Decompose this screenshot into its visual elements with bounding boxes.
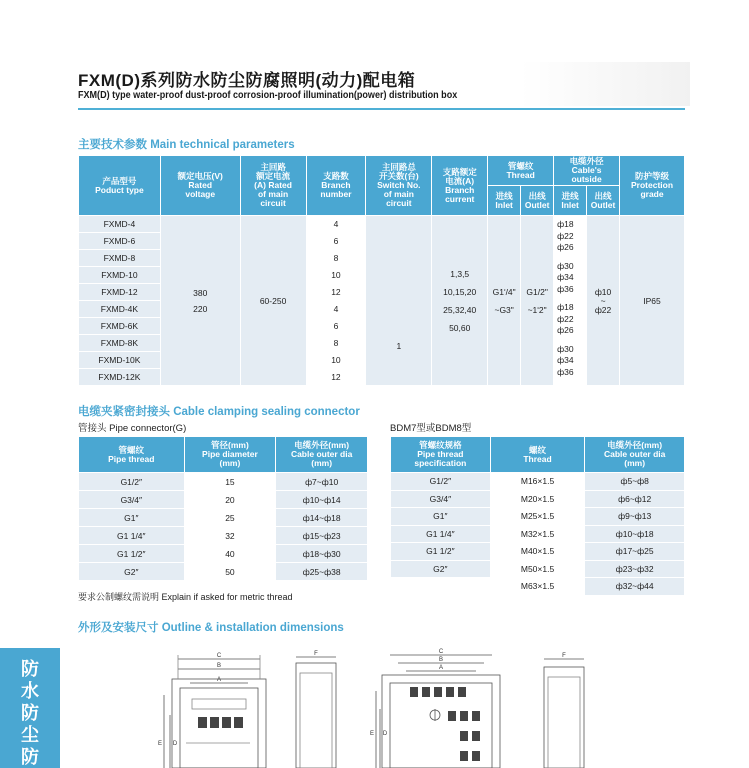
- pipe-diameter: 20: [184, 491, 276, 509]
- outline-heading: 外形及安装尺寸 Outline & installation dimensions: [78, 622, 344, 634]
- breaker-icon: [472, 731, 480, 741]
- bdm-cable-dia: ф10~ф18: [585, 525, 685, 543]
- metric-thread: M20×1.5: [490, 490, 585, 508]
- cable-dia: ф18~ф30: [276, 545, 368, 563]
- row-model: FXMD-12K: [79, 369, 161, 386]
- dim-label-f: F: [314, 651, 318, 657]
- row-branch: 6: [306, 233, 366, 250]
- row-branch: 6: [306, 318, 366, 335]
- pipe-connector-table: [78, 436, 368, 581]
- title-divider: [78, 108, 685, 110]
- dim-label-d-right: D: [382, 731, 388, 737]
- breaker-icon: [460, 711, 468, 721]
- row-branch: 12: [306, 284, 366, 301]
- row-branch: 12: [306, 369, 366, 386]
- breaker-icon: [422, 687, 430, 697]
- header-bdm-cable-dia: 电缆外径(mm) Cable outer dia (mm): [585, 437, 685, 473]
- header-thread-spec: 管螺纹规格 Pipe thread specification: [391, 437, 491, 473]
- breaker-icon: [198, 717, 207, 728]
- pipe-diameter: 15: [184, 473, 276, 491]
- box-side-left: [296, 663, 336, 768]
- pipe-diameter: 50: [184, 563, 276, 581]
- switch-cell: 1: [366, 216, 432, 386]
- breaker-icon: [210, 717, 219, 728]
- pipe-thread: G1/2″: [79, 473, 185, 491]
- metric-thread: M50×1.5: [490, 560, 585, 578]
- header-pipe-thread: 管螺纹 Pipe thread: [79, 437, 185, 473]
- breaker-icon: [472, 751, 480, 761]
- pipe-diameter: 32: [184, 527, 276, 545]
- row-model: FXMD-6: [79, 233, 161, 250]
- main-current-cell: 60-250: [240, 216, 306, 386]
- breaker-icon: [460, 751, 468, 761]
- breaker-icons: [198, 687, 480, 761]
- outline-drawing: [150, 645, 710, 768]
- row-model: FXMD-10: [79, 267, 161, 284]
- breaker-icon: [234, 717, 243, 728]
- thread-spec: G1″: [391, 508, 491, 526]
- side-char: 防: [21, 747, 39, 767]
- header-cable-inlet: 进线 Inlet: [554, 186, 587, 216]
- dim-label-f-right: F: [562, 653, 566, 659]
- voltage-cell: 380 220: [160, 216, 240, 386]
- bdm-table: [390, 436, 685, 596]
- header-branch-number: 支路数 Branch number: [306, 156, 366, 216]
- branch-current-cell: 1,3,5 10,15,20 25,32,40 50,60: [432, 216, 488, 386]
- side-char: 防: [21, 659, 39, 679]
- dim-label-e-right: E: [369, 731, 375, 737]
- pipe-thread: G3/4″: [79, 491, 185, 509]
- header-cable-dia: 电缆外径(mm) Cable outer dia (mm): [276, 437, 368, 473]
- main-params-heading: 主要技术参数 Main technical parameters: [78, 139, 295, 151]
- cable-inlet-cell: ф18 ф22 ф26 ф30 ф34 ф36 ф18 ф22 ф26 ф30 ф34 ф36: [554, 216, 587, 386]
- pipe-connector-subheading: 管接头 Pipe connector(G): [78, 423, 187, 434]
- thread-spec: G1/2″: [391, 473, 491, 491]
- side-char: 尘: [21, 725, 39, 745]
- header-thread-outlet: 出线 Outlet: [521, 186, 554, 216]
- row-model: FXMD-4K: [79, 301, 161, 318]
- header-thread-inlet: 进线 Inlet: [488, 186, 521, 216]
- cable-outlet-cell: ф10 ~ ф22: [587, 216, 620, 386]
- box-side-right: [544, 667, 584, 768]
- header-switch-no: 主回路总 开关数(台) Switch No. of main circuit: [366, 156, 432, 216]
- metric-thread-note: 要求公制螺纹需说明 Explain if asked for metric thread: [78, 592, 293, 602]
- thread-spec: [391, 578, 491, 596]
- dim-label-c-right: C: [438, 649, 444, 655]
- row-branch: 10: [306, 352, 366, 369]
- cable-dia: ф10~ф14: [276, 491, 368, 509]
- thread-spec: G2″: [391, 560, 491, 578]
- metric-thread: M32×1.5: [490, 525, 585, 543]
- metric-thread: M40×1.5: [490, 543, 585, 561]
- row-model: FXMD-8K: [79, 335, 161, 352]
- header-thread: 管螺纹 Thread: [488, 156, 554, 186]
- row-branch: 8: [306, 250, 366, 267]
- side-char: 防: [21, 703, 39, 723]
- pipe-thread: G1 1/4″: [79, 527, 185, 545]
- breaker-icon: [446, 687, 454, 697]
- breaker-icon: [434, 687, 442, 697]
- thread-spec: G1 1/2″: [391, 543, 491, 561]
- page-title: FXM(D)系列防水防尘防腐照明(动力)配电箱: [78, 71, 416, 90]
- metric-thread: M63×1.5: [490, 578, 585, 596]
- pipe-diameter: 40: [184, 545, 276, 563]
- header-protection: 防护等级 Protection grade: [620, 156, 685, 216]
- header-metric-thread: 螺纹 Thread: [490, 437, 585, 473]
- breaker-icon: [472, 711, 480, 721]
- bdm-cable-dia: ф17~ф25: [585, 543, 685, 561]
- pipe-diameter: 25: [184, 509, 276, 527]
- header-voltage: 额定电压(V) Rated voltage: [160, 156, 240, 216]
- header-cable: 电缆外径 Cable's outside: [554, 156, 620, 186]
- pipe-thread: G1 1/2″: [79, 545, 185, 563]
- header-cable-outlet: 出线 Outlet: [587, 186, 620, 216]
- bdm-cable-dia: ф6~ф12: [585, 490, 685, 508]
- bdm-cable-dia: ф5~ф8: [585, 473, 685, 491]
- row-model: FXMD-4: [79, 216, 161, 233]
- side-char: 水: [21, 681, 39, 701]
- page-subtitle: FXM(D) type water-proof dust-proof corrosion-proof illumination(power) distribution box: [78, 89, 458, 101]
- dim-label-a-right: A: [438, 665, 444, 671]
- clamping-heading: 电缆夹紧密封接头 Cable clamping sealing connector: [78, 406, 360, 418]
- protection-cell: IP65: [620, 216, 685, 386]
- breaker-icon: [460, 731, 468, 741]
- header-model: 产品型号 Poduct type: [79, 156, 161, 216]
- dim-label-a: A: [216, 677, 222, 683]
- breaker-icon: [458, 687, 466, 697]
- row-branch: 8: [306, 335, 366, 352]
- thread-outlet-cell: G1/2" ~1ʹ2": [521, 216, 554, 386]
- header-branch-current: 支路额定 电流(A) Branch current: [432, 156, 488, 216]
- dim-label-d: D: [172, 741, 178, 747]
- breaker-icon: [448, 711, 456, 721]
- thread-inlet-cell: G1ʹ/4" ~G3": [488, 216, 521, 386]
- bdm-subheading: BDM7型或BDM8型: [390, 423, 472, 434]
- cable-dia: ф15~ф23: [276, 527, 368, 545]
- header-pipe-diameter: 管径(mm) Pipe diameter (mm): [184, 437, 276, 473]
- row-model: FXMD-8: [79, 250, 161, 267]
- metric-thread: M16×1.5: [490, 473, 585, 491]
- side-category-tab: [0, 648, 60, 768]
- row-model: FXMD-12: [79, 284, 161, 301]
- row-branch: 4: [306, 216, 366, 233]
- busbar-left: [192, 699, 246, 709]
- bdm-cable-dia: ф9~ф13: [585, 508, 685, 526]
- bdm-cable-dia: ф23~ф32: [585, 560, 685, 578]
- breaker-icon: [410, 687, 418, 697]
- row-branch: 10: [306, 267, 366, 284]
- row-model: FXMD-6K: [79, 318, 161, 335]
- main-params-table: [78, 155, 685, 386]
- cable-dia: ф25~ф38: [276, 563, 368, 581]
- thread-spec: G1 1/4″: [391, 525, 491, 543]
- cable-dia: ф7~ф10: [276, 473, 368, 491]
- dim-label-b-right: B: [438, 657, 444, 663]
- pipe-thread: G1″: [79, 509, 185, 527]
- dim-label-b: B: [216, 663, 222, 669]
- dim-label-e: E: [157, 741, 163, 747]
- breaker-icon: [222, 717, 231, 728]
- title-background: [520, 62, 690, 106]
- row-model: FXMD-10K: [79, 352, 161, 369]
- metric-thread: M25×1.5: [490, 508, 585, 526]
- thread-spec: G3/4″: [391, 490, 491, 508]
- bdm-cable-dia: ф32~ф44: [585, 578, 685, 596]
- cable-dia: ф14~ф18: [276, 509, 368, 527]
- dim-label-c: C: [216, 653, 222, 659]
- header-main-current: 主回路 额定电流 (A) Rated of main circuit: [240, 156, 306, 216]
- row-branch: 4: [306, 301, 366, 318]
- pipe-thread: G2″: [79, 563, 185, 581]
